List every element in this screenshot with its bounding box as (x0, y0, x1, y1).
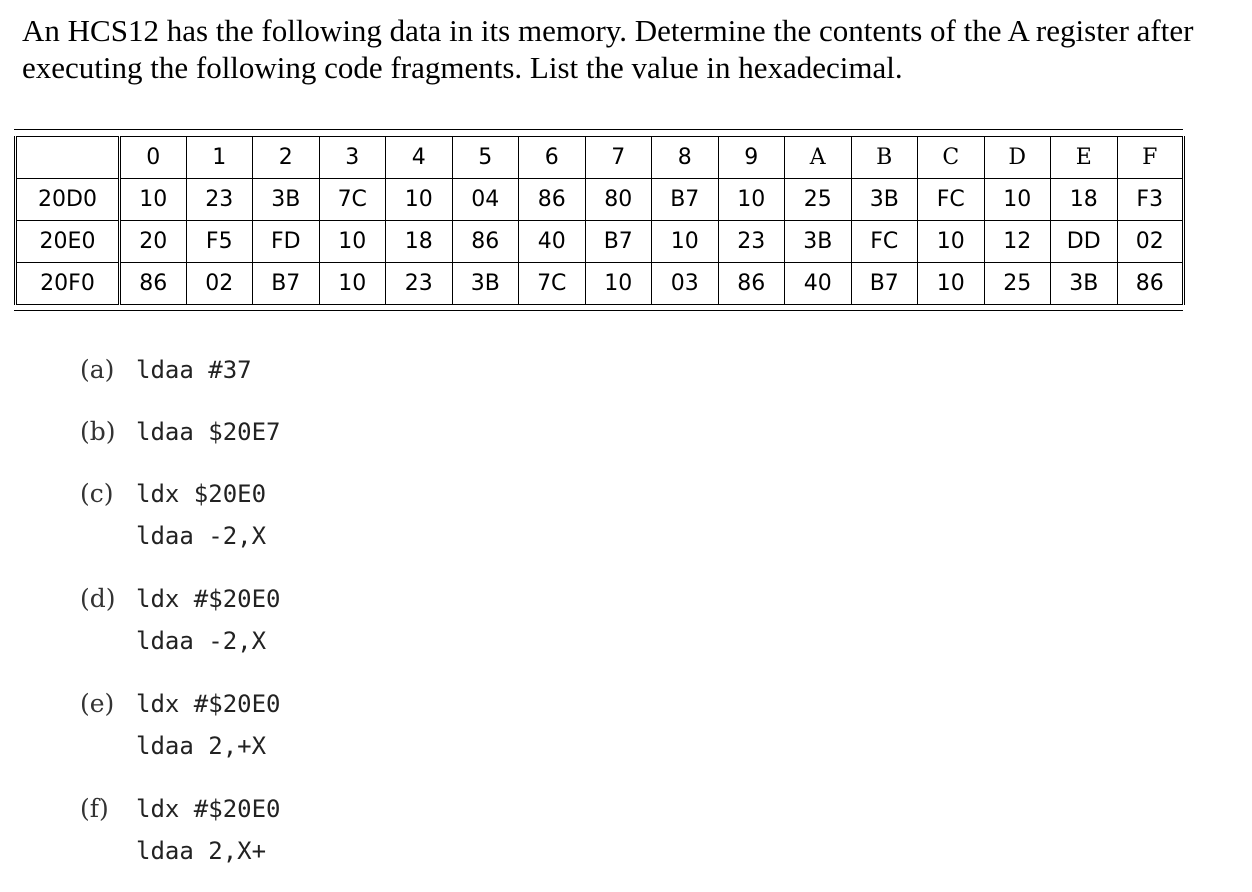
column-header: 8 (652, 137, 719, 179)
row-address: 20D0 (16, 179, 120, 221)
memory-cell: 40 (519, 221, 586, 263)
memory-cell: B7 (585, 221, 652, 263)
memory-cell: 25 (785, 179, 852, 221)
memory-cell: 86 (519, 179, 586, 221)
code-line: ldaa #37 (136, 356, 252, 384)
column-header: F (1117, 137, 1184, 179)
code-line: ldaa -2,X (136, 627, 267, 655)
memory-cell: 10 (918, 263, 985, 305)
table-row (16, 221, 1184, 263)
row-address: 20F0 (16, 263, 120, 305)
memory-cell: 23 (718, 221, 785, 263)
part-e (80, 682, 281, 768)
memory-cell: 10 (585, 263, 652, 305)
memory-cell: DD (1051, 221, 1118, 263)
memory-cell: 86 (718, 263, 785, 305)
memory-cell: F3 (1117, 179, 1184, 221)
table-row (16, 179, 1184, 221)
column-header: 5 (452, 137, 519, 179)
memory-cell: 10 (319, 263, 386, 305)
question-text: An HCS12 has the following data in its memory. Determine the contents of the A register after executing the following code fragments. List the value in hexadecimal. (22, 13, 1194, 85)
memory-cell: 3B (785, 221, 852, 263)
code-line: ldaa -2,X (136, 522, 267, 550)
code-fragments (80, 348, 281, 892)
memory-cell: B7 (253, 263, 320, 305)
memory-cell: 86 (452, 221, 519, 263)
memory-cell: FC (851, 221, 918, 263)
part-label: (e) (80, 689, 115, 718)
column-header: 1 (186, 137, 253, 179)
part-label: (b) (80, 417, 116, 446)
memory-cell: 18 (1051, 179, 1118, 221)
memory-cell: 10 (386, 179, 453, 221)
column-header-row (16, 137, 1184, 179)
memory-cell: 3B (851, 179, 918, 221)
column-header: 0 (120, 137, 187, 179)
memory-cell: 3B (452, 263, 519, 305)
memory-cell: 12 (984, 221, 1051, 263)
memory-cell: 7C (519, 263, 586, 305)
column-header: 3 (319, 137, 386, 179)
code-line: ldx #$20E0 (136, 585, 281, 613)
memory-cell: 04 (452, 179, 519, 221)
row-address: 20E0 (16, 221, 120, 263)
memory-cell: 02 (186, 263, 253, 305)
part-b (80, 410, 281, 453)
memory-cell: 10 (984, 179, 1051, 221)
memory-cell: 86 (1117, 263, 1184, 305)
code-line: ldx #$20E0 (136, 690, 281, 718)
memory-cell: 02 (1117, 221, 1184, 263)
column-header: B (851, 137, 918, 179)
memory-cell: F5 (186, 221, 253, 263)
memory-cell: 10 (120, 179, 187, 221)
part-a (80, 348, 281, 391)
memory-cell: FC (918, 179, 985, 221)
column-header: D (984, 137, 1051, 179)
code-line: ldaa 2,+X (136, 732, 267, 760)
memory-cell: 7C (319, 179, 386, 221)
code-line: ldaa 2,X+ (136, 837, 267, 865)
column-header: 7 (585, 137, 652, 179)
memory-cell: B7 (851, 263, 918, 305)
memory-cell: 25 (984, 263, 1051, 305)
part-label: (c) (80, 479, 114, 508)
memory-cell: B7 (652, 179, 719, 221)
memory-cell: 3B (253, 179, 320, 221)
part-label: (d) (80, 584, 116, 613)
column-header: C (918, 137, 985, 179)
memory-cell: 40 (785, 263, 852, 305)
memory-table-frame (14, 129, 1183, 311)
memory-table (14, 136, 1185, 305)
memory-cell: 80 (585, 179, 652, 221)
memory-cell: 10 (918, 221, 985, 263)
memory-cell: 03 (652, 263, 719, 305)
column-header: A (785, 137, 852, 179)
column-header: 6 (519, 137, 586, 179)
code-line: ldx #$20E0 (136, 795, 281, 823)
part-c (80, 472, 281, 558)
memory-cell: 18 (386, 221, 453, 263)
memory-cell: 86 (120, 263, 187, 305)
code-line: ldaa $20E7 (136, 418, 281, 446)
column-header: 9 (718, 137, 785, 179)
code-line: ldx $20E0 (136, 480, 267, 508)
corner-cell (16, 137, 120, 179)
memory-cell: 10 (319, 221, 386, 263)
memory-cell: 23 (186, 179, 253, 221)
memory-cell: FD (253, 221, 320, 263)
memory-cell: 3B (1051, 263, 1118, 305)
part-label: (f) (80, 794, 109, 823)
column-header: 4 (386, 137, 453, 179)
table-row (16, 263, 1184, 305)
part-label: (a) (80, 355, 115, 384)
memory-cell: 10 (718, 179, 785, 221)
memory-cell: 23 (386, 263, 453, 305)
column-header: 2 (253, 137, 320, 179)
part-d (80, 577, 281, 663)
memory-cell: 20 (120, 221, 187, 263)
memory-cell: 10 (652, 221, 719, 263)
part-f (80, 787, 281, 873)
column-header: E (1051, 137, 1118, 179)
